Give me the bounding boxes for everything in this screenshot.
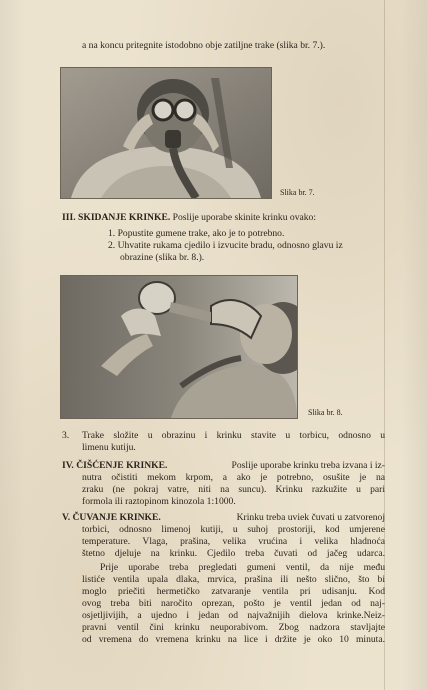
section-5-line-7: ovog treba biti naročito oprezan, pošto je ventil jedan od naj- bbox=[82, 598, 385, 609]
section-5-line-10: od vremena do vremena krinku na lice i držite je oko 10 minuta. bbox=[82, 634, 385, 645]
figure-7-photo bbox=[60, 67, 272, 199]
section-3-number: III. bbox=[62, 212, 76, 223]
section-4-heading bbox=[62, 460, 385, 472]
item-3-number: 3. bbox=[62, 430, 70, 441]
section-5-number: V. bbox=[62, 512, 71, 523]
section-4-title: ČIŠĆENJE KRINKE. bbox=[76, 460, 168, 471]
section-3-item-1: 1. Popustite gumene trake, ako je to potrebno. bbox=[108, 228, 285, 239]
figure-8-caption: Slika br. 8. bbox=[308, 408, 343, 417]
section-4-line-2: zraku (ne pokraj vatre, niti na suncu). Krinku razkužite u pari bbox=[82, 484, 385, 495]
section-3-item-2: 2. Uhvatite rukama cjedilo i izvucite bradu, odnosno glavu iz bbox=[108, 240, 343, 251]
section-5-line-1: torbici, odnosno limenoj kutiji, u suhoj prostoriji, kod umjerene bbox=[82, 524, 385, 535]
figure-7-caption: Slika br. 7. bbox=[280, 188, 315, 197]
section-3-text: Poslije uporabe skinite krinku ovako: bbox=[172, 212, 317, 223]
section-4-number: IV. bbox=[62, 460, 74, 471]
figure-8-photo bbox=[60, 275, 298, 419]
section-5-line-8: osjetljivijih, a ujedno i jedan od najvažnijih dielova krinke.Neiz- bbox=[82, 610, 385, 621]
section-3-title: SKIDANJE KRINKE. bbox=[78, 212, 171, 223]
section-5-heading bbox=[62, 512, 385, 524]
section-5-line-6: moglo priečiti hermetičko zatvaranje ventila pri udisanju. Kod bbox=[82, 586, 385, 597]
section-4-text: Poslije uporabe krinku treba izvana i iz- bbox=[231, 460, 385, 471]
item-3-line-1: Trake složite u obrazinu i krinku stavite u torbicu, odnosno u bbox=[82, 430, 385, 441]
section-5-title: ČUVANJE KRINKE. bbox=[72, 512, 161, 523]
section-5-text: Krinku treba uviek čuvati u zatvorenoj bbox=[236, 512, 385, 523]
section-5-line-3: štetno djeluje na krinku. Cjedilo treba čuvati od jačeg udarca. bbox=[82, 548, 385, 559]
section-5-line-5: listiće ventila upala dlaka, mrvica, prašina ili nešto slično, što bi bbox=[82, 574, 385, 585]
item-3-line-2: limenu kutiju. bbox=[82, 442, 136, 453]
section-4-line-1: nutra očistiti mekom krpom, a ako je potrebno, osušite je na bbox=[82, 472, 385, 483]
section-5-line-2: temperature. Vlaga, prašina, velika vrućina i velika hladnoća bbox=[82, 536, 385, 547]
section-3-heading bbox=[62, 212, 316, 224]
section-4-line-3: formola ili raztopinom kinozola 1:1000. bbox=[82, 496, 236, 507]
section-5-line-4: Prije uporabe treba pregledati gumeni ventil, da nije među bbox=[100, 562, 385, 573]
section-5-line-9: pravni ventil čini krinku neuporabivom. Zbog nadzora stavljajte bbox=[82, 622, 385, 633]
intro-line: a na koncu pritegnite istodobno obje zatiljne trake (slika br. 7.). bbox=[82, 40, 326, 51]
section-3-item-2-continued: obrazine (slika br. 8.). bbox=[120, 252, 205, 263]
